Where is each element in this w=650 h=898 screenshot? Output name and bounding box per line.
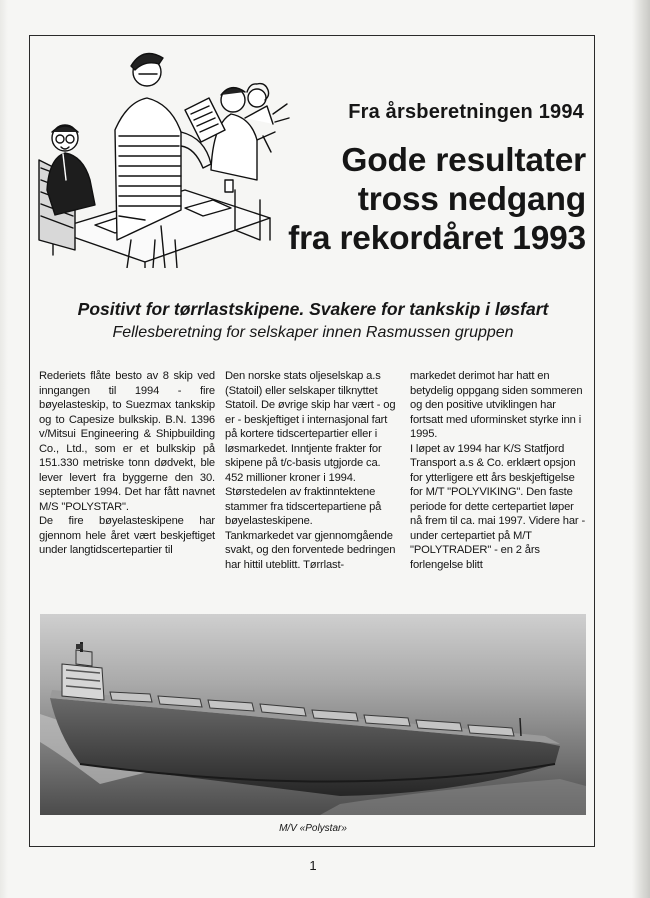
body-columns <box>39 369 587 587</box>
bulk-carrier-image <box>40 614 586 815</box>
paragraph: I løpet av 1994 har K/S Statfjord Transport a.s & Co. erklært opsjon for ytterligere ett års beskjeftigelse for M/T "POLYVIKING". Den faste periode for dette certepartiet løper nå frem til ca. mai 1997. Videre har - under certepartiet på M/T "POLYTRADER" - en 2 års forlengelse blitt <box>410 442 586 571</box>
headline <box>256 141 586 258</box>
page-number: 1 <box>309 858 317 873</box>
paragraph: markedet derimot har hatt en betydelig oppgang siden sommeren og den positive utviklingen har fortsatt med uforminsket styrke inn i 1995. <box>410 370 583 440</box>
body-column-1 <box>39 369 215 558</box>
headline-line: tross nedgang <box>357 181 586 218</box>
paragraph: Den norske stats oljeselskap a.s (Statoil) eller selskaper tilknyttet Statoil. De øvrige skip har vært - og er - beskjeftiget i internasjonal fart på kortere tidscertepartier eller i løsmarkedet. Inntjente frakter for skipene på t/c-basis utgjorde ca. 452 millioner kroner i 1994. Størstedelen av fraktinntektene stammer fra tidscertepartiene på bøyelasteskipene. <box>225 370 396 527</box>
headline-line: fra rekordåret 1993 <box>288 220 586 257</box>
headline-line: Gode resultater <box>341 142 586 179</box>
paragraph: Tankmarkedet var gjennomgående svakt, og den forventede bedringen har hittil uteblitt. Tørrlast- <box>225 529 396 571</box>
byline: Fellesberetning for selskaper innen Rasmussen gruppen <box>112 324 514 341</box>
body-column-2 <box>225 369 401 572</box>
photo-caption: M/V «Polystar» <box>279 823 347 834</box>
paragraph: De fire bøyelasteskipene har gjennom hele året vært beskjeftiget under langtidscertepartier til <box>39 515 215 556</box>
body-column-3 <box>410 369 586 572</box>
paragraph: Rederiets flåte besto av 8 skip ved inngangen til 1994 - fire bøyelasteskip, to Suezmax tankskip og to Capesize bulkskip. B.N. 1396 v/Mitsui Engineering & Shipbuilding Co., Ltd., som er et bulkskip på 151.330 metriske tonn dødvekt, ble lever levert fra byggerne den 30. september 1994. Det har fått navnet M/S "POLYSTAR". <box>39 370 215 513</box>
section-kicker: Fra årsberetningen 1994 <box>348 101 584 123</box>
subheadline: Positivt for tørrlastskipene. Svakere for tankskip i løsfart <box>77 299 549 319</box>
ship-photo <box>40 614 586 815</box>
board-meeting-illustration <box>35 40 290 268</box>
